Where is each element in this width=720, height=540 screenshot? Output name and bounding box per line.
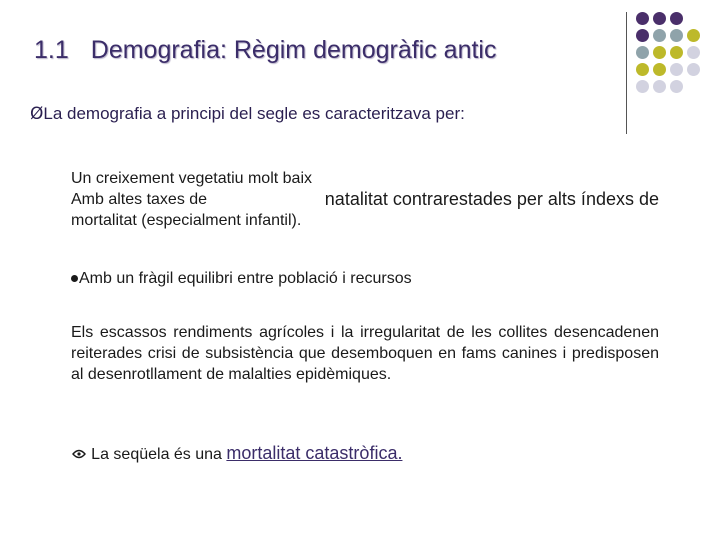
conclusion-prefix: La seqüela és una (91, 446, 227, 463)
crisis-paragraph: Els escassos rendiments agrícoles i la irregularitat de les collites desencadenen reiterades crisi de subsistència que desemboquen en fams canines i predisposen al desenrotllament de malalties epidèmiques. (71, 324, 659, 383)
balance-text: Amb un fràgil equilibri entre població i recursos (79, 270, 412, 287)
demography-features (71, 168, 659, 231)
decorative-dot (636, 80, 649, 93)
decorative-dot (653, 63, 666, 76)
rates-line-emphasis: natalitat contrarestades per alts índexs de (324, 189, 659, 209)
mortality-link[interactable]: mortalitat catastròfica. (226, 443, 403, 463)
intro-text: La demografia a principi del segle es caracteritzava per: (43, 104, 465, 123)
rates-line (71, 189, 659, 210)
title-number: 1.1 (34, 36, 69, 64)
decorative-dot (653, 46, 666, 59)
title-text: Demografia: Règim demogràfic antic (90, 36, 497, 64)
conclusion-symbol-icon (71, 446, 91, 463)
decorative-dot (636, 46, 649, 59)
decorative-dot (636, 29, 649, 42)
decorative-dot (687, 29, 700, 42)
decorative-dot (636, 63, 649, 76)
decorative-dot (670, 12, 683, 25)
slide-title (34, 36, 497, 65)
decorative-dot (636, 12, 649, 25)
decorative-dot (687, 46, 700, 59)
growth-line: Un creixement vegetatiu molt baix (71, 170, 312, 187)
intro-bullet (30, 104, 465, 124)
conclusion (71, 443, 659, 465)
decorative-dot (653, 12, 666, 25)
arrow-bullet-icon: Ø (30, 104, 44, 124)
rates-line-prefix: Amb altes taxes de (71, 191, 208, 208)
decorative-dot (670, 63, 683, 76)
decorative-dot (670, 80, 683, 93)
decorative-dot (687, 63, 700, 76)
decorative-dot (670, 46, 683, 59)
decorative-dot (670, 29, 683, 42)
decorative-dot (653, 80, 666, 93)
mortality-line: mortalitat (especialment infantil). (71, 212, 302, 229)
round-bullet-icon (71, 275, 78, 282)
decorative-dot (653, 29, 666, 42)
balance-bullet (71, 268, 659, 289)
vertical-divider (626, 12, 627, 134)
